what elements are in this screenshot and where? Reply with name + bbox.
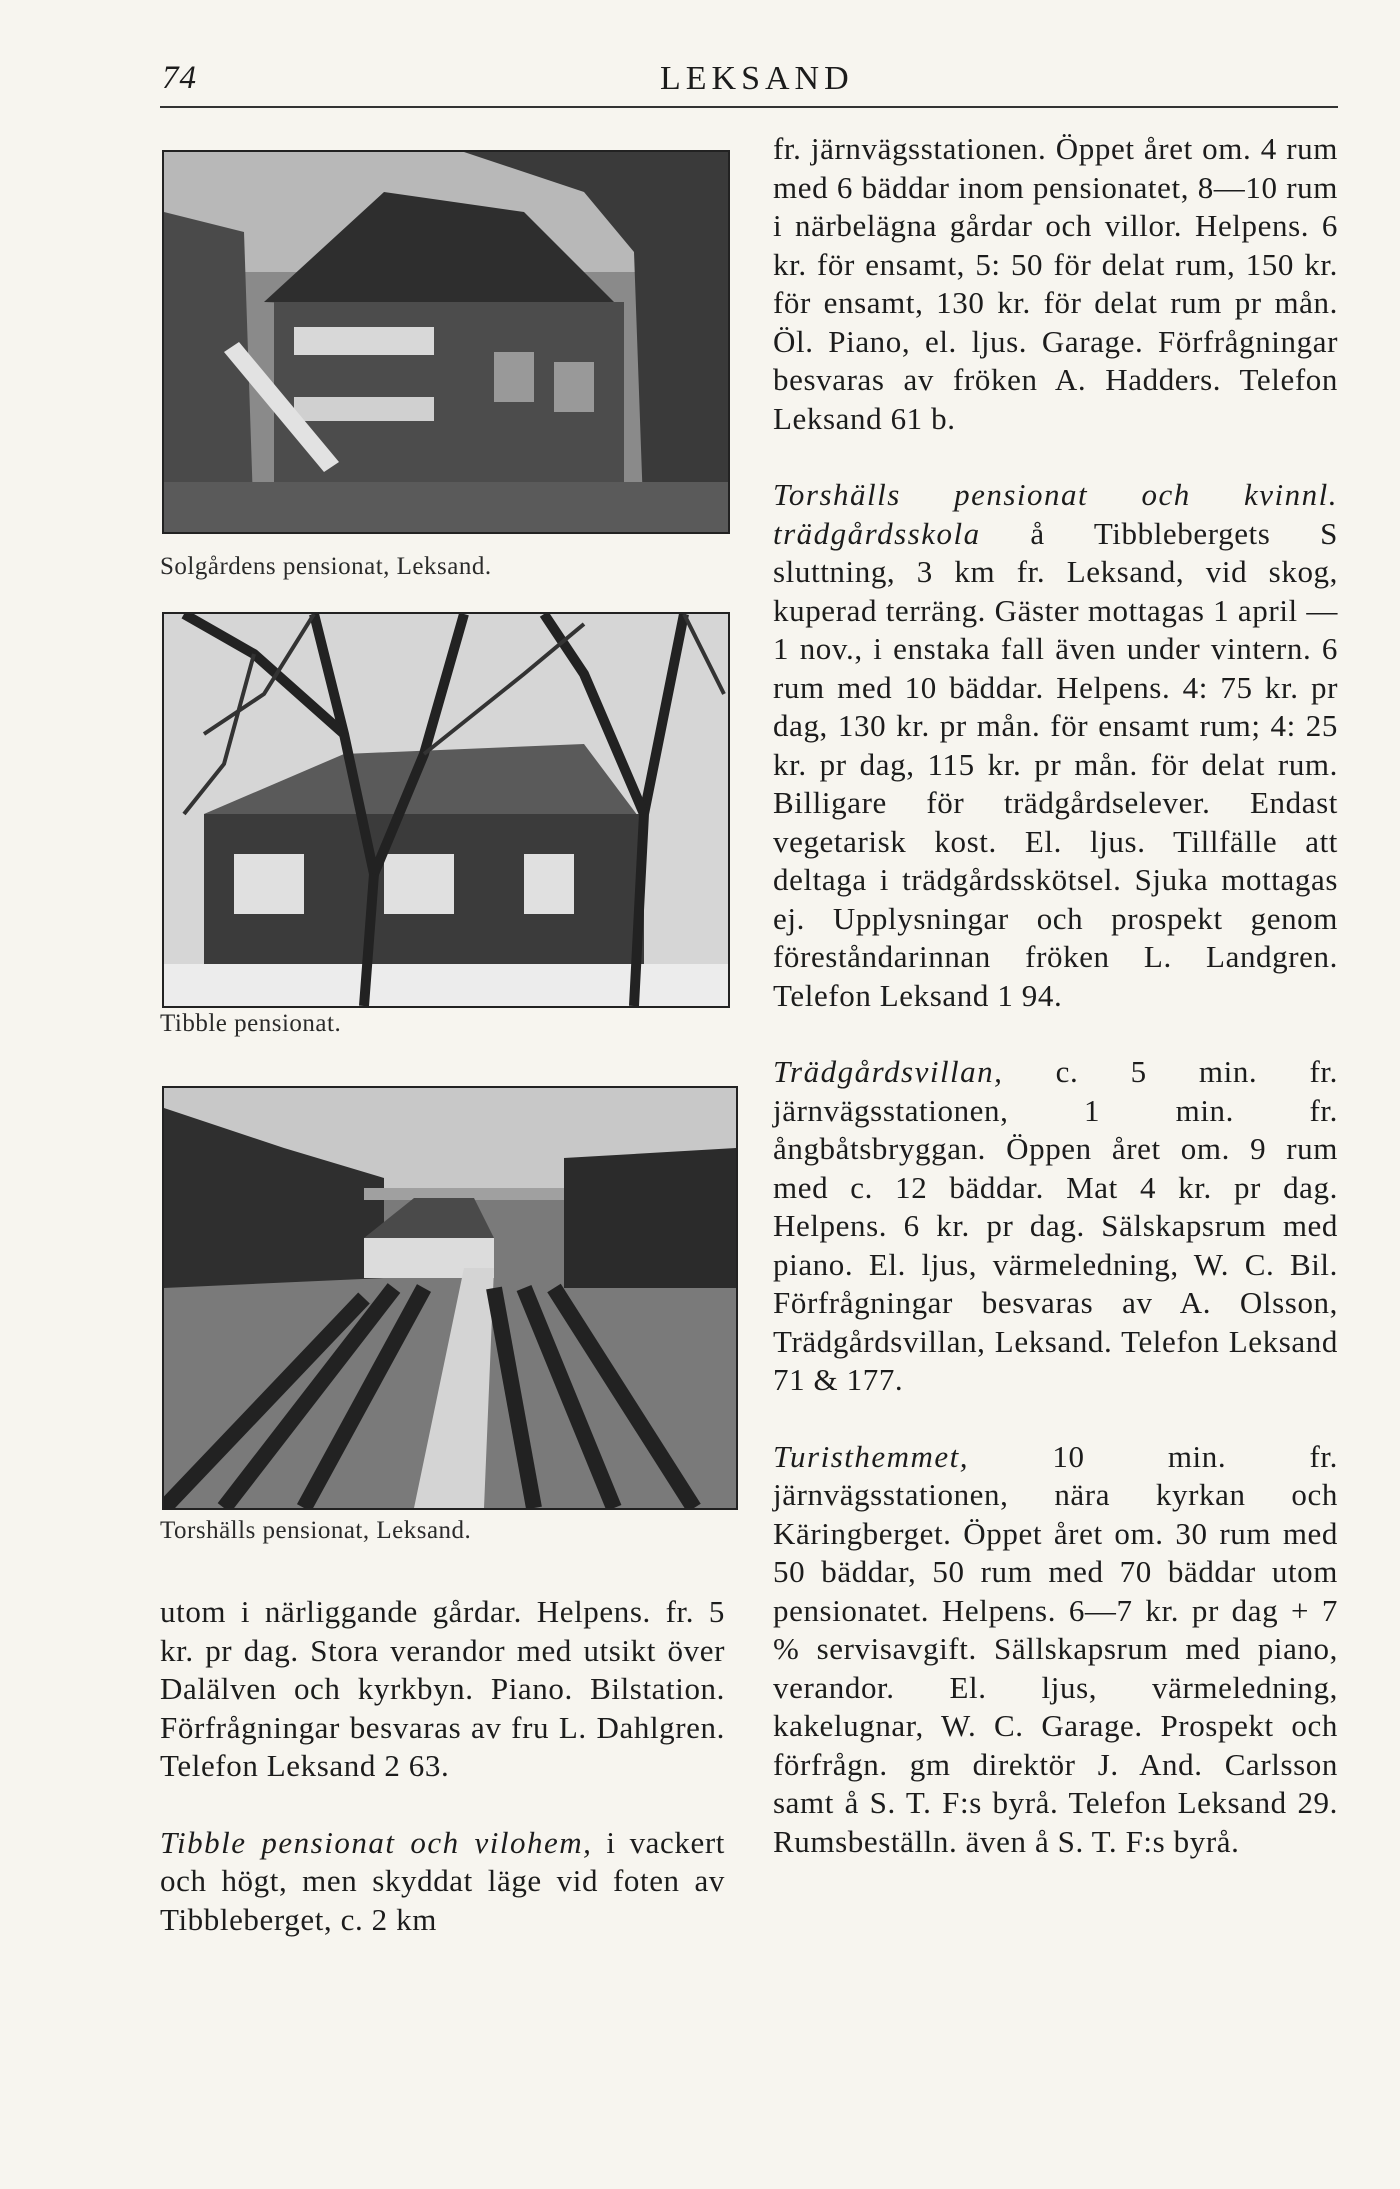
entry-tradgardsvillan bbox=[773, 1053, 1338, 1400]
entry-turisthemmet bbox=[773, 1438, 1338, 1862]
entry-text: å Tibblebergets S sluttning, 3 km fr. Leksand, vid skog, kuperad terräng. Gäster mottagas 1 april —1 nov., i enstaka fall även under vintern. 6 rum med 10 bäddar. Helpens. 4: 75 kr. pr dag, 130 kr. pr mån. för ensamt rum; 4: 25 kr. pr dag, 115 kr. pr mån. för delat rum. Billigare för trädgårdselever. Endast vegetarisk kost. El. ljus. Tillfälle att deltaga i trädgårdsskötsel. Sjuka mottagas ej. Upplysningar och prospekt genom föreståndarinnan fröken L. Landgren. Telefon Leksand 1 94. bbox=[773, 515, 1338, 1013]
header-rule bbox=[160, 106, 1338, 108]
left-column-text bbox=[160, 1593, 725, 1939]
entry-name: Turisthemmet, bbox=[773, 1438, 970, 1474]
entry-tibble bbox=[160, 1824, 725, 1940]
photo-caption: Torshälls pensionat, Leksand. bbox=[160, 1517, 472, 1544]
entry-name: Torshälls pensionat och kvinnl. trädgårdsskola bbox=[773, 477, 1338, 551]
solgarden-continuation: utom i närliggande gårdar. Helpens. fr. 5 kr. pr dag. Stora verandor med utsikt över Dalälven och kyrkbyn. Piano. Bilstation. Förfrågningar besvaras av fru L. Dahlgren. Telefon Leksand 2 63. bbox=[160, 1594, 725, 1783]
right-column-text bbox=[773, 130, 1338, 1861]
entry-name: Trädgårdsvillan, bbox=[773, 1054, 1004, 1089]
entry-text: c. 5 min. fr. järnvägsstationen, 1 min. fr. ångbåtsbryggan. Öppen året om. 9 rum med c. 12 bäddar. Mat 4 kr. pr dag. Helpens. 6 kr. pr dag. Sälskapsrum med piano. El. ljus, värmeledning, W. C. Bil. Förfrågningar besvaras av A. Olsson, Trädgårdsvillan, Leksand. Telefon Leksand 71 & 177. bbox=[773, 1054, 1338, 1397]
photo-caption: Tibble pensionat. bbox=[160, 1010, 342, 1037]
photo-tibble bbox=[162, 612, 730, 1008]
page-number: 74 bbox=[162, 60, 197, 96]
photo-caption: Solgårdens pensionat, Leksand. bbox=[160, 553, 492, 580]
entry-torshalls bbox=[773, 476, 1338, 1015]
photo-solgarden bbox=[162, 150, 730, 534]
running-head: LEKSAND bbox=[660, 60, 854, 97]
solgarden-text-continuation: fr. järnvägsstationen. Öppet året om. 4 rum med 6 bäddar inom pensionatet, 8—10 rum i närbelägna gårdar och villor. Helpens. 6 kr. för ensamt, 5: 50 för delat rum, 150 kr. för ensamt, 130 kr. för delat rum pr mån. Öl. Piano, el. ljus. Garage. Förfrågningar besvaras av fröken A. Hadders. Telefon Leksand 61 b. bbox=[773, 131, 1338, 436]
entry-name: Tibble pensionat och vilohem, bbox=[160, 1824, 593, 1860]
photo-torshalls bbox=[162, 1086, 738, 1510]
entry-text: i vackert och högt, men skyddat läge vid foten av Tibbleberget, c. 2 km bbox=[160, 1824, 725, 1937]
entry-text: 10 min. fr. järnvägsstationen, nära kyrkan och Käringberget. Öppet året om. 30 rum med 50 bäddar, 50 rum med 70 bäddar utom pensionatet. Helpens. 6—7 kr. pr dag + 7 % servisavgift. Sällskapsrum med piano, verandor. El. ljus, värmeledning, kakelugnar, W. C. Garage. Prospekt och förfrågn. gm direktör J. And. Carlsson samt å S. T. F:s byrå. Telefon Leksand 29. Rumsbeställn. även å S. T. F:s byrå. bbox=[773, 1438, 1338, 1859]
